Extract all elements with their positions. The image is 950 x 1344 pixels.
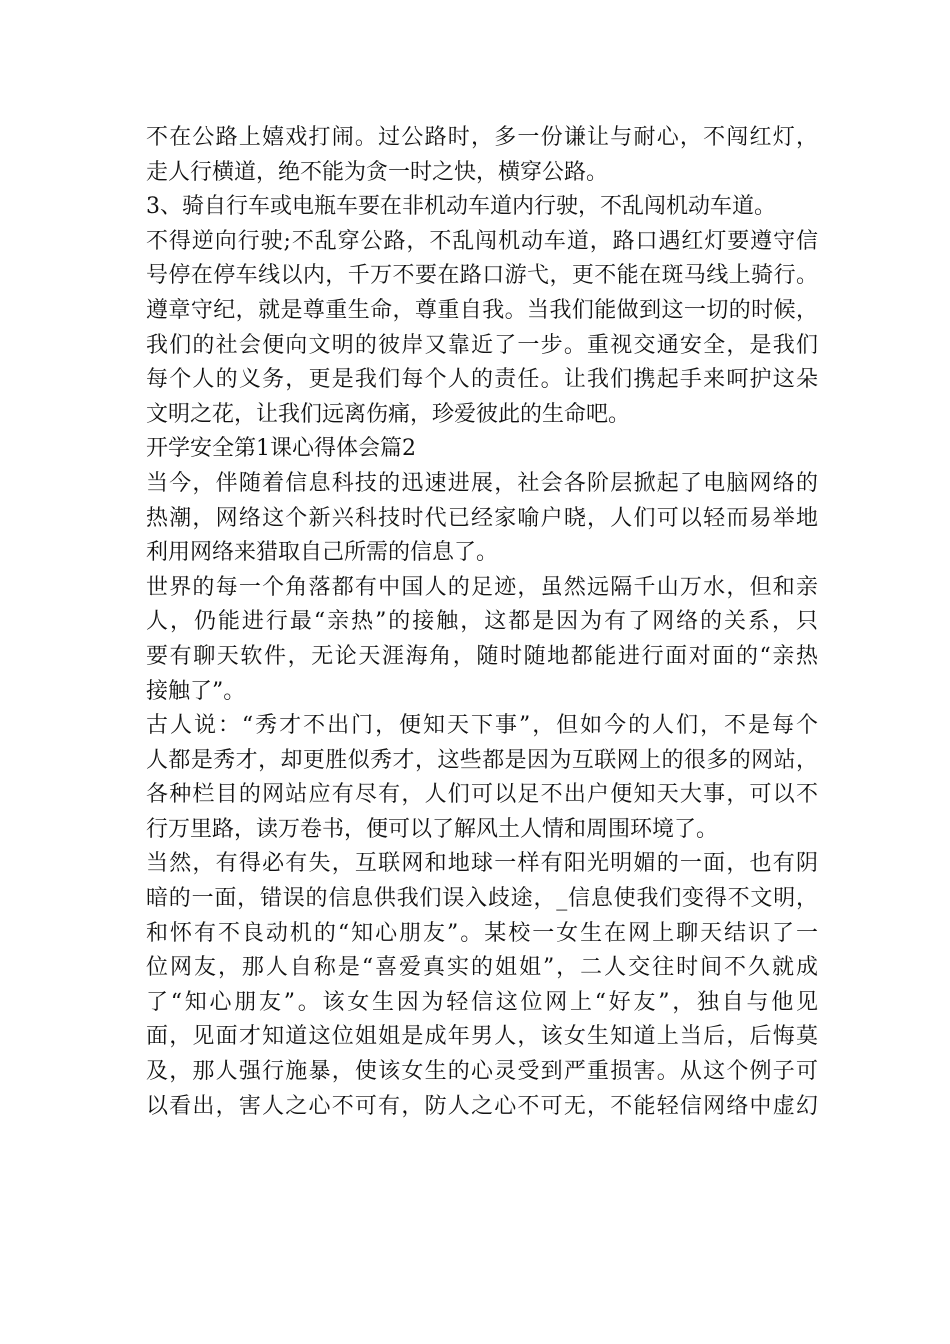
- text-line: 利用网络来猎取自己所需的信息了。: [146, 540, 499, 566]
- text-line: 热潮，网络这个新兴科技时代已经家喻户晓，人们可以轻而易举地: [146, 505, 818, 531]
- text-line: 遵章守纪，就是尊重生命，尊重自我。当我们能做到这一切的时候，: [146, 297, 818, 323]
- text-line: 开学安全第1课心得体会篇2: [146, 436, 416, 462]
- text-line: 面，见面才知道这位姐姐是成年男人，该女生知道上当后，后悔莫: [146, 1024, 818, 1050]
- text-line: 行万里路，读万卷书，便可以了解风土人情和周围环境了。: [146, 816, 719, 842]
- text-line: 3、骑自行车或电瓶车要在非机动车道内行驶，不乱闯机动车道。: [146, 194, 776, 220]
- text-line: 人，仍能进行最“亲热”的接触，这都是因为有了网络的关系，只: [146, 609, 818, 635]
- text-line: 当今，伴随着信息科技的迅速进展，社会各阶层掀起了电脑网络的: [146, 470, 818, 496]
- text-line: 古人说：“秀才不出门，便知天下事”，但如今的人们，不是每个: [146, 713, 818, 739]
- text-line: 暗的一面，错误的信息供我们误入歧途，_信息使我们变得不文明，: [146, 886, 818, 912]
- text-line: 走人行横道，绝不能为贪一时之快，横穿公路。: [146, 159, 609, 185]
- text-line: 要有聊天软件，无论天涯海角，随时随地都能进行面对面的“亲热: [146, 643, 818, 669]
- text-line: 位网友，那人自称是“喜爱真实的姐姐”，二人交往时间不久就成: [146, 955, 818, 981]
- text-line: 文明之花，让我们远离伤痛，珍爱彼此的生命吧。: [146, 401, 631, 427]
- text-line: 每个人的义务，更是我们每个人的责任。让我们携起手来呵护这朵: [146, 367, 818, 393]
- document-body: [146, 121, 818, 1124]
- text-line: 当然，有得必有失，互联网和地球一样有阳光明媚的一面，也有阴: [146, 851, 818, 877]
- text-line: 和怀有不良动机的“知心朋友”。某校一女生在网上聊天结识了一: [146, 920, 818, 946]
- text-line: 接触了”。: [146, 678, 246, 704]
- text-line: 了“知心朋友”。该女生因为轻信这位网上“好友”，独自与他见: [146, 989, 818, 1015]
- text-line: 以看出，害人之心不可有，防人之心不可无，不能轻信网络中虚幻: [146, 1093, 818, 1119]
- text-line: 不在公路上嬉戏打闹。过公路时，多一份谦让与耐心，不闯红灯，: [146, 125, 818, 150]
- text-line: 及，那人强行施暴，使该女生的心灵受到严重损害。从这个例子可: [146, 1059, 818, 1085]
- text-line: 世界的每一个角落都有中国人的足迹，虽然远隔千山万水，但和亲: [146, 574, 818, 600]
- text-line: 人都是秀才，却更胜似秀才，这些都是因为互联网上的很多的网站，: [146, 747, 818, 773]
- text-line: 我们的社会便向文明的彼岸又靠近了一步。重视交通安全，是我们: [146, 332, 818, 358]
- text-line: 各种栏目的网站应有尽有，人们可以足不出户便知天大事，可以不: [146, 782, 818, 808]
- text-line: 号停在停车线以内，千万不要在路口游弋，更不能在斑马线上骑行。: [146, 263, 818, 289]
- text-line: 不得逆向行驶;不乱穿公路，不乱闯机动车道，路口遇红灯要遵守信: [146, 228, 818, 254]
